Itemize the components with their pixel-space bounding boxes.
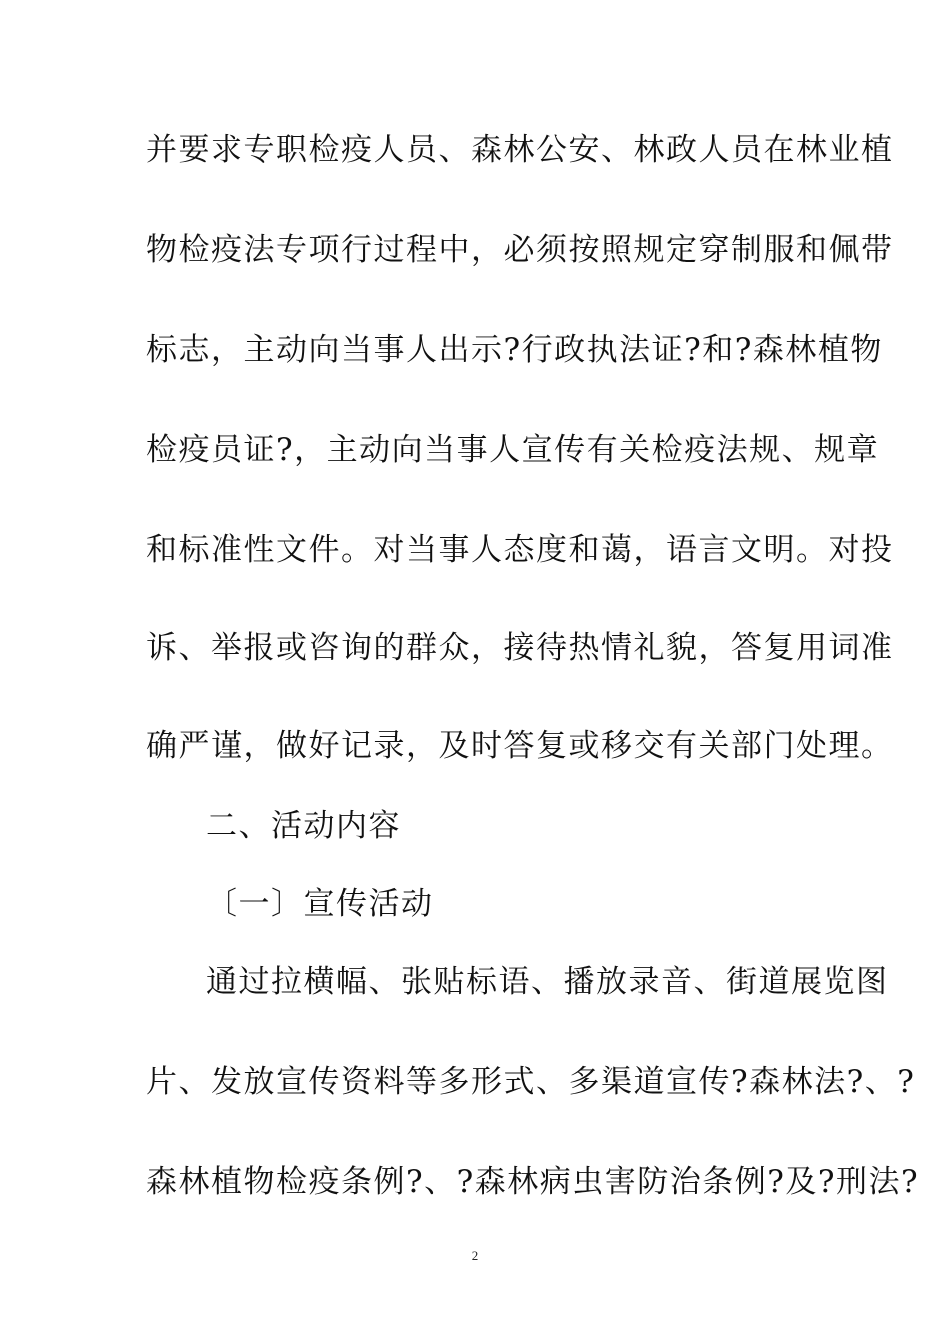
subsection-heading: 〔一〕宣传活动 xyxy=(206,886,434,922)
page-number: 2 xyxy=(471,1248,479,1263)
body-text-line: 检疫员证?，主动向当事人宣传有关检疫法规、规章 xyxy=(146,432,880,468)
body-text-line: 确严谨，做好记录，及时答复或移交有关部门处理。 xyxy=(146,728,894,764)
body-text-line: 片、发放宣传资料等多形式、多渠道宣传?森林法?、? xyxy=(146,1064,916,1100)
body-text-line: 并要求专职检疫人员、森林公安、林政人员在林业植 xyxy=(146,132,894,168)
body-text-line: 诉、举报或咨询的群众，接待热情礼貌，答复用词准 xyxy=(146,630,894,666)
section-heading: 二、活动内容 xyxy=(206,808,401,844)
body-text-line: 物检疫法专项行过程中，必须按照规定穿制服和佩带 xyxy=(146,232,894,268)
body-text-line: 通过拉横幅、张贴标语、播放录音、街道展览图 xyxy=(206,964,889,1000)
body-text-line: 标志，主动向当事人出示?行政执法证?和?森林植物 xyxy=(146,332,883,368)
body-text-line: 森林植物检疫条例?、?森林病虫害防治条例?及?刑法? xyxy=(146,1164,920,1200)
body-text-line: 和标准性文件。对当事人态度和蔼，语言文明。对投 xyxy=(146,532,894,568)
